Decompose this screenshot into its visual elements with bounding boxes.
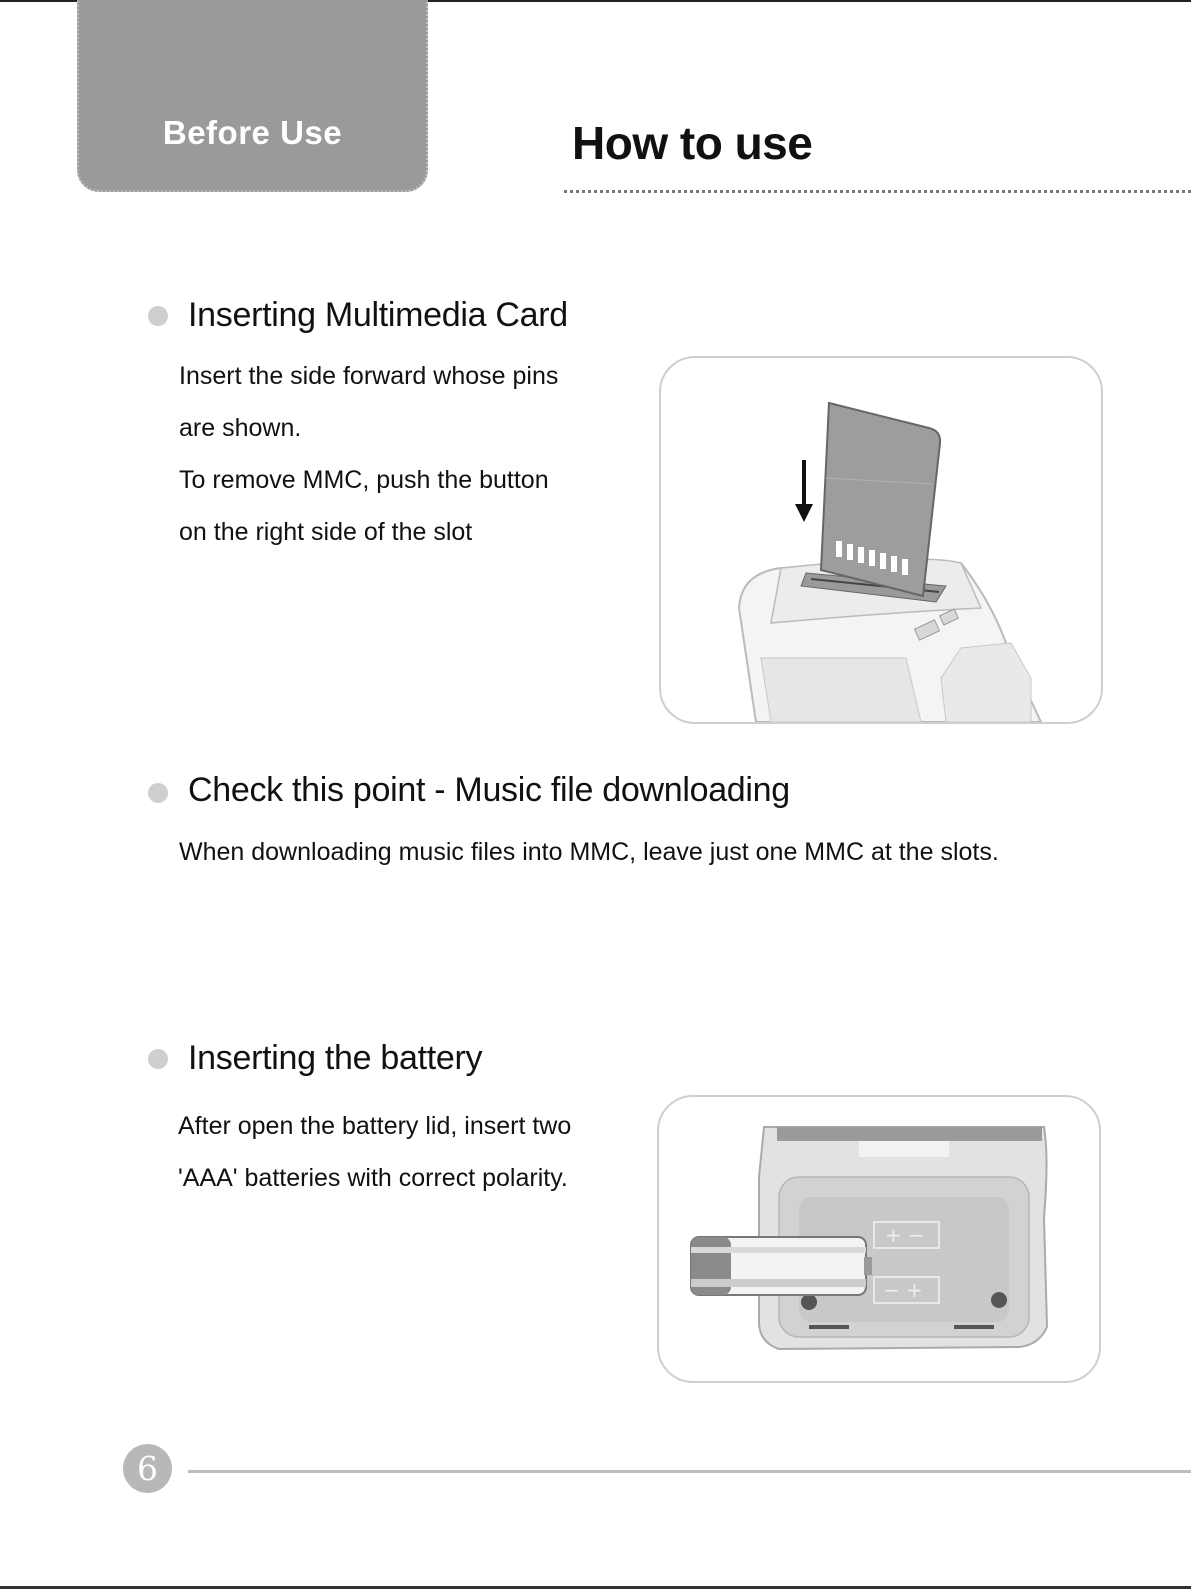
battery-line-2: 'AAA' batteries with correct polarity. (178, 1164, 568, 1192)
page-number-badge: 6 (123, 1444, 172, 1493)
mmc-insertion-illustration (659, 356, 1103, 724)
svg-text:+ −: + − (885, 1223, 925, 1247)
svg-text:− +: − + (883, 1278, 923, 1302)
mmc-line-4: on the right side of the slot (179, 518, 473, 546)
battery-line-1: After open the battery lid, insert two (178, 1112, 572, 1140)
footer-rule (188, 1470, 1191, 1473)
section-heading: Inserting Multimedia Card (188, 296, 568, 334)
title-underline (564, 190, 1191, 193)
mmc-device-illustration (661, 358, 1101, 722)
page-title: How to use (572, 117, 813, 169)
bullet-icon (148, 1049, 168, 1069)
bullet-icon (148, 306, 168, 326)
mmc-line-1: Insert the side forward whose pins (179, 362, 559, 390)
section-heading: Check this point - Music file downloading (188, 771, 790, 809)
section-heading: Inserting the battery (188, 1039, 483, 1077)
bottom-rule (0, 1586, 1191, 1589)
mmc-line-3: To remove MMC, push the button (179, 466, 549, 494)
section-tab-label: Before Use (162, 114, 343, 151)
section-tab (77, 0, 428, 192)
battery-compartment-illustration (659, 1097, 1099, 1381)
check-line-1: When downloading music files into MMC, leave just one MMC at the slots. (179, 838, 999, 866)
mmc-line-2: are shown. (179, 414, 302, 442)
bullet-icon (148, 783, 168, 803)
battery-insertion-illustration (657, 1095, 1101, 1383)
